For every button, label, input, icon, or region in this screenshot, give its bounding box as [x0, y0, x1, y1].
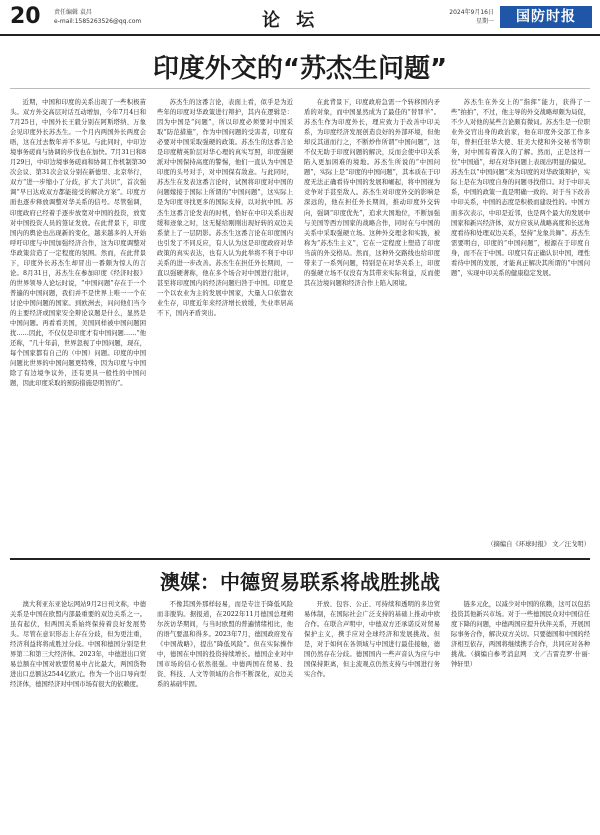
editor-info [54, 8, 141, 26]
page-number: 20 [10, 4, 41, 29]
editor-line: 责任编辑 袁昌 [54, 9, 92, 16]
date-info [448, 8, 494, 26]
article2-column-4 [451, 600, 590, 830]
article1-byline-box [451, 540, 590, 552]
headline-rule [10, 88, 590, 89]
article2-headline: 澳媒：中德贸易联系将战胜挑战 [160, 570, 440, 594]
article1-paragraph: 苏杰生在外交上的“指挥”能力，获得了一些“拍拍”，不过，他主导的外交战略却颇为局促，不少人对他的某些言论颇有微词。苏杰生是一位职业外交官出身的政治家，他在印度外交部工作多年，曾担任驻华大使、驻美大使和外交秘书等职务，对中国有着深入的了解。然而，正是这样一位“中国通”，却在对华问题上表现出明显的偏见。苏杰生以“中国问题”来为印度的对华政策辩护，实际上是在为印度自身的问题寻找借口。对于中印关系，中国的政策一直是明确一致的。对于当下改善中印关系，中国的态度是积极而建设性的。中国方面多次表示，中印是近邻，也是两个最大的发展中国家和新兴经济体，双方应该从战略高度和长远角度看待和处理双边关系，坚持“龙象共舞”。苏杰生需要明白，印度的“中国问题”，根源在于印度自身，而不在于中国。印度只有正确认识中国，理性看待中国的发展，才能真正解决其所谓的“中国问题”，实现中印关系的健康稳定发展。 [451, 99, 590, 277]
article1-paragraph: 在此背景下，印度政府急需一个转移国内矛盾的对象，而中国显然成为了最佳的“替罪羊”。苏杰生作为印度外长，理应致力于改善中印关系，为印度经济发展创造良好的外部环境，但他却反其道而行之，不断炒作所谓“中国问题”，这不仅无助于印度问题的解决，反而会使中印关系陷入更加困难的境地。苏杰生所说的“中国问题”，实际上是“印度的中国问题”，其本质在于印度无法正确看待中国的发展和崛起，将中国视为竞争对手甚至敌人。苏杰生对印度外交的影响是深远的，他在担任外长期间，推动印度外交转向，强调“印度优先”，追求大国地位，不断加强与美国等西方国家的战略合作，同时在与中国的关系中采取强硬立场。这种外交理念和实践，被称为“苏杰生主义”，它在一定程度上塑造了印度当前的外交格局。然而，这种外交路线也给印度带来了一系列问题，特别是在对华关系上，印度的强硬立场不仅没有为其带来实际利益，反而使其在边境问题和经济合作上陷入困境。 [304, 99, 440, 287]
article1-column-3 [304, 98, 440, 550]
article-divider [10, 558, 590, 560]
article1-paragraph: 苏杰生的这番言论，表面上看，似乎是为近些年的印度对华政策进行辩护，其内在逻辑是：因为中国是“问题”，所以印度必须要对中国采取“防范措施”，作为中国问题的受害者，印度有必要对中国采取强硬的政策。苏杰生的这番言论是印度精英阶层对华心理的真实写照，印度强硬派对中国保持高度的警惕，他们一直认为中国是印度的头号对手，对中国保有敌意。与此同时，苏杰生在发表这番言论时，试图将印度对中国的问题嫁接于国际上所谓的“中国问题”，这实际上是为印度寻找更多的国际支持，以对抗中国。苏杰生这番言论发表的时机，恰好在中印关系出现缓和迹象之时，这无疑给刚刚出现好转的双边关系蒙上了一层阴影。苏杰生这番言论在印度国内也引发了不同反应，有人认为这是印度政府对华政策的真实表达，也有人认为此举将不利于中印关系的进一步改善。苏杰生在担任外长期间，一直以强硬著称，他在多个场合对中国进行批评，甚至将印度国内的经济问题归咎于中国。印度是一个以农业为主的发展中国家，大量人口依靠农业生存，印度近年来经济增长放缓，失业率居高不下，国内矛盾突出。 [157, 99, 293, 317]
article2-column-1 [10, 600, 146, 830]
date-line: 2024年9月16日 [449, 9, 494, 16]
email-line: e-mail:1585263526@qq.com [54, 18, 142, 25]
article1-headline: 印度外交的“苏杰生问题” [152, 54, 448, 84]
article1-column-4 [451, 98, 590, 538]
article2-paragraph: 澳大利亚东亚论坛网站9月2日刊文称，中德关系是中国在欧盟内部最重要的双边关系之一。虽有起伏，但两国关系始终保持着良好发展势头。尽管在意识形态上存在分歧，但为更注重，经济利益将将成胜过分歧。中国和德国分别是世界第二和第三大经济体。2023年，中德进出口贸易总额在中国对欧盟贸易中占比最大，两国货物进出口总额达2544亿欧元。作为一个出口导向型经济体，德国经济对中国市场有很大的依赖度。 [10, 601, 146, 689]
article1-column-1 [10, 98, 146, 550]
article2-column-3 [304, 600, 440, 830]
article1-byline: （摘编自《环球时报》 文／汪戈明） [487, 541, 590, 548]
article2-paragraph: 不像其国外那样轻易，而是专注于降低风险而非脱钩。据报道，在2022年11月德国总理朔尔茨访华期间，与当时欧盟的普遍情绪相比，他的语气要温和得多。2023年7月，德国政府发布《中国战略》，提出“降低风险”。但在实际操作中，德国在中国的投资持续增长。德国企业对中国市场的信心依然很强。中德两国在贸易、投资、科技、人文等领域的合作不断深化，双边关系的基础牢固。 [157, 601, 293, 689]
page-header [0, 0, 600, 36]
article1-column-2 [157, 98, 293, 550]
newspaper-masthead: 国防时报 [500, 6, 592, 28]
section-title: 论 坛 [262, 10, 320, 31]
article2-paragraph: 链多元化，以减少对中国的依赖，这可以包括投资其他新兴市场。对于一些德国民众对中国信任度下降的问题，中德两国应提升伙伴关系，开展国际事务合作，解决双方关切。只要德国和中国的经济相互依存，两国将继续携手合作，共同应对各种挑战。（摘编自参考消息网 文／吉雷克罗·什丽·钟轩里） [451, 601, 590, 669]
article2-paragraph: 开放、包容、公正、可持续和透明的多边贸易体制，在国际社会广泛支持的基础上推动中欧合作。在联合声明中，中德双方还承诺反对贸易保护主义，携手应对全球经济和发展挑战。但是，对于如何在各领域与中国进行最佳接触，德国仍然存在分歧。德国国内一些声音认为应与中国保持距离，但主流观点仍然支持与中国进行务实合作。 [304, 601, 440, 679]
article1-paragraph: 近期，中国和印度的关系出现了一些积极苗头。双方外交高层对话互动增加，今年7月4日和7月25日，中国外长王毅分别在阿斯塔纳、万象会见印度外长苏杰生。一个月内两国外长两度会晤，这在过去数年并不多见。与此同时，中印边境事务磋商与协调的步伐也在加快。7月31日和8月29日，中印边境事务磋商和协调工作机制第30次会议、第31次会议分别在新德里、北京举行，双方“进一步缩小了分歧，扩大了共识”，首次强调“早日达成双方都能接受的解决方案”。印度方面也逐步释放调整对华关系的信号。尽管强调，印度政府已经着手逐步放宽对中国的投资，放宽对中国投资人员的签证发放。在此背景下，印度国内的舆论也出现新的变化，越来越多的人开始呼吁印度与中国加强经济合作，这为印度调整对华政策营造了一定程度的氛围。然而，在此背景下，印度外长苏杰生却冒出一番颇为惊人的言论。8月31日，苏杰生在参加印度《经济时报》的世界领导人论坛时说，“中国问题”存在于一个普遍的中国问题，我们并不是世界上唯一一个在讨论中国问题的国家。到欧洲去，问问他们当今的主要经济或国家安全辩论议题是什么，显然是中国问题。再看看美国，美国同样被中国问题困扰……因此，不仅仅是印度才有中国问题……”他还称，“几十年前，世界忽视了中国问题，现在，每个国家都有自己的（中国）问题。印度的中国问题比世界的中国问题更特殊，因为印度与中国除了有边境争议外，还有更具一般性的中国问题，因此印度采取的预防措施是明智的”。 [10, 99, 146, 388]
weekday-line: 星期一 [475, 18, 494, 25]
article2-column-2 [157, 600, 293, 830]
